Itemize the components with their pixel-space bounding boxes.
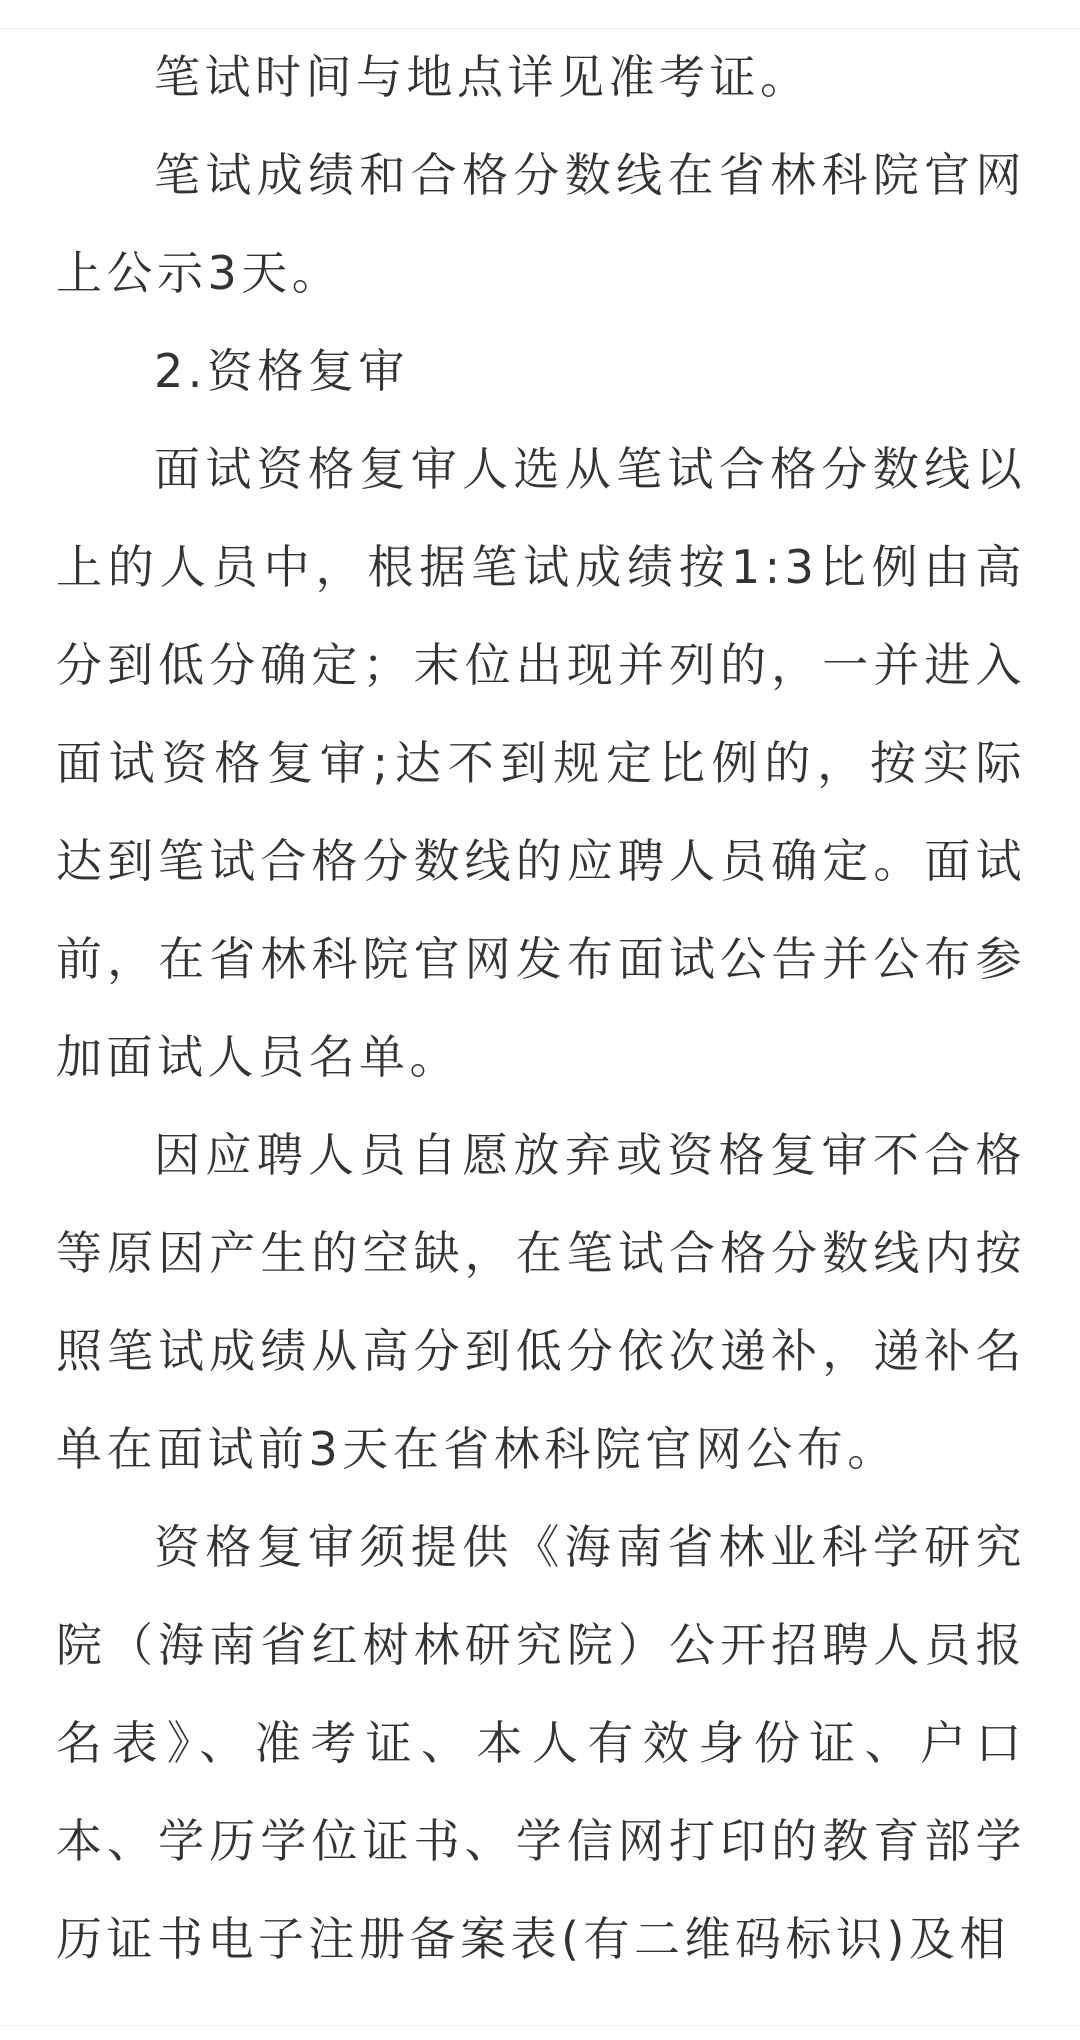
article-body — [56, 28, 1026, 1988]
paragraph-vacancy-filling: 因应聘人员自愿放弃或资格复审不合格等原因产生的空缺，在笔试合格分数线内按照笔试成绩从高分到低分依次递补，递补名单在面试前3天在省林科院官网公布。 — [56, 1128, 1026, 1476]
bottom-divider — [0, 2025, 1080, 2040]
top-divider — [0, 0, 1080, 29]
paragraph-review-candidates: 面试资格复审人选从笔试合格分数线以上的人员中，根据笔试成绩按1:3比例由高分到低分确定；末位出现并列的，一并进入面试资格复审;达不到规定比例的，按实际达到笔试合格分数线的应聘人员确定。面试前，在省林科院官网发布面试公告并公布参加面试人员名单。 — [56, 442, 1026, 1084]
paragraph-required-documents: 资格复审须提供《海南省林业科学研究院（海南省红树林研究院）公开招聘人员报名表》、准考证、本人有效身份证、户口本、学历学位证书、学信网打印的教育部学历证书电子注册备案表(有二维码标识)及相 — [56, 1520, 1026, 1966]
section-heading-qualification-review: 2.资格复审 — [154, 344, 409, 398]
paragraph-exam-location: 笔试时间与地点详见准考证。 — [154, 50, 811, 104]
paragraph-exam-results: 笔试成绩和合格分数线在省林科院官网上公示3天。 — [56, 148, 1026, 300]
